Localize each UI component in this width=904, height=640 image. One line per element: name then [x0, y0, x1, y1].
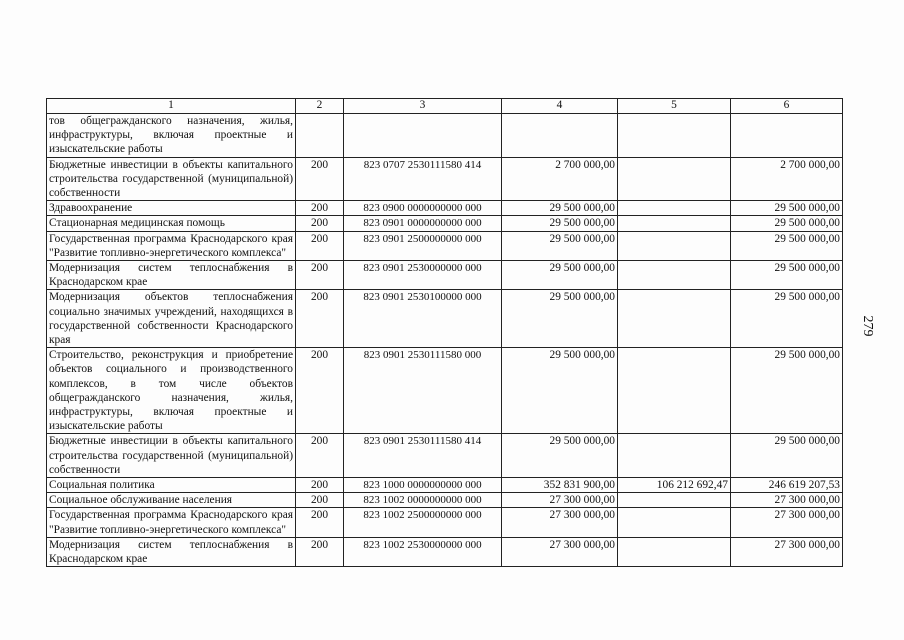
row-kbk-cell: 823 1000 0000000000 000 [344, 478, 502, 493]
row-result-value-cell: 27 300 000,00 [731, 508, 843, 537]
table-row [47, 261, 843, 290]
table-row [47, 348, 843, 434]
row-result-value-cell: 2 700 000,00 [731, 157, 843, 201]
row-plan-value-cell: 29 500 000,00 [502, 216, 618, 231]
row-name-cell: Бюджетные инвестиции в объекты капитального строительства государственной (муниципальной) собственности [47, 434, 296, 478]
row-kbk-cell: 823 0901 2530100000 000 [344, 290, 502, 348]
row-name-cell: Социальное обслуживание населения [47, 493, 296, 508]
row-kbk-cell [344, 114, 502, 158]
table-body [47, 114, 843, 567]
header-col-1: 1 [47, 99, 296, 114]
row-kbk-cell: 823 0901 2500000000 000 [344, 231, 502, 260]
row-result-value-cell: 29 500 000,00 [731, 201, 843, 216]
header-col-5: 5 [618, 99, 731, 114]
row-plan-value-cell: 27 300 000,00 [502, 493, 618, 508]
table-row [47, 537, 843, 566]
row-result-value-cell: 29 500 000,00 [731, 434, 843, 478]
table-row [47, 434, 843, 478]
row-change-value-cell [618, 434, 731, 478]
header-col-4: 4 [502, 99, 618, 114]
row-code-cell: 200 [296, 231, 344, 260]
header-col-2: 2 [296, 99, 344, 114]
row-change-value-cell [618, 290, 731, 348]
row-code-cell: 200 [296, 290, 344, 348]
budget-table [46, 98, 843, 567]
header-col-6: 6 [731, 99, 843, 114]
table-header-row [47, 99, 843, 114]
row-kbk-cell: 823 0901 2530111580 414 [344, 434, 502, 478]
row-change-value-cell [618, 261, 731, 290]
row-code-cell [296, 114, 344, 158]
row-plan-value-cell: 27 300 000,00 [502, 508, 618, 537]
row-result-value-cell: 27 300 000,00 [731, 493, 843, 508]
row-name-cell: Здравоохранение [47, 201, 296, 216]
row-change-value-cell [618, 231, 731, 260]
row-plan-value-cell: 352 831 900,00 [502, 478, 618, 493]
row-code-cell: 200 [296, 508, 344, 537]
row-code-cell: 200 [296, 493, 344, 508]
row-result-value-cell [731, 114, 843, 158]
row-result-value-cell: 246 619 207,53 [731, 478, 843, 493]
table-row [47, 201, 843, 216]
row-plan-value-cell: 29 500 000,00 [502, 231, 618, 260]
row-change-value-cell [618, 493, 731, 508]
table-row [47, 231, 843, 260]
header-col-3: 3 [344, 99, 502, 114]
row-name-cell: Модернизация систем теплоснабжения в Краснодарском крае [47, 261, 296, 290]
page-number: 279 [860, 315, 875, 337]
row-plan-value-cell: 29 500 000,00 [502, 348, 618, 434]
row-plan-value-cell: 29 500 000,00 [502, 261, 618, 290]
row-kbk-cell: 823 1002 0000000000 000 [344, 493, 502, 508]
row-code-cell: 200 [296, 157, 344, 201]
row-change-value-cell [618, 114, 731, 158]
row-kbk-cell: 823 0900 0000000000 000 [344, 201, 502, 216]
table-row [47, 508, 843, 537]
row-code-cell: 200 [296, 201, 344, 216]
row-change-value-cell [618, 216, 731, 231]
row-plan-value-cell: 29 500 000,00 [502, 290, 618, 348]
row-plan-value-cell: 29 500 000,00 [502, 434, 618, 478]
row-code-cell: 200 [296, 434, 344, 478]
row-change-value-cell: 106 212 692,47 [618, 478, 731, 493]
row-result-value-cell: 29 500 000,00 [731, 231, 843, 260]
row-kbk-cell: 823 0901 2530111580 000 [344, 348, 502, 434]
table-row [47, 157, 843, 201]
table-row [47, 493, 843, 508]
row-plan-value-cell: 27 300 000,00 [502, 537, 618, 566]
row-name-cell: Бюджетные инвестиции в объекты капитального строительства государственной (муниципальной) собственности [47, 157, 296, 201]
row-change-value-cell [618, 201, 731, 216]
row-change-value-cell [618, 508, 731, 537]
row-change-value-cell [618, 157, 731, 201]
row-code-cell: 200 [296, 537, 344, 566]
row-result-value-cell: 29 500 000,00 [731, 216, 843, 231]
row-plan-value-cell: 29 500 000,00 [502, 201, 618, 216]
row-kbk-cell: 823 0901 2530000000 000 [344, 261, 502, 290]
row-name-cell: тов общегражданского назначения, жилья, инфраструктуры, включая проектные и изыскательские работы [47, 114, 296, 158]
row-code-cell: 200 [296, 348, 344, 434]
row-name-cell: Модернизация объектов теплоснабжения социально значимых учреждений, находящихся в государственной собственности Краснодарского края [47, 290, 296, 348]
row-result-value-cell: 29 500 000,00 [731, 290, 843, 348]
row-kbk-cell: 823 0707 2530111580 414 [344, 157, 502, 201]
row-kbk-cell: 823 0901 0000000000 000 [344, 216, 502, 231]
row-plan-value-cell [502, 114, 618, 158]
row-kbk-cell: 823 1002 2530000000 000 [344, 537, 502, 566]
table-row [47, 216, 843, 231]
row-code-cell: 200 [296, 261, 344, 290]
table-row [47, 478, 843, 493]
row-change-value-cell [618, 537, 731, 566]
row-change-value-cell [618, 348, 731, 434]
row-name-cell: Модернизация систем теплоснабжения в Краснодарском крае [47, 537, 296, 566]
row-result-value-cell: 29 500 000,00 [731, 261, 843, 290]
row-kbk-cell: 823 1002 2500000000 000 [344, 508, 502, 537]
table-row [47, 114, 843, 158]
row-name-cell: Строительство, реконструкция и приобретение объектов социального и производственного комплексов, в том числе объектов общегражданского назначения, жилья, инфраструктуры, включая проектные и изыскательские работы [47, 348, 296, 434]
row-result-value-cell: 27 300 000,00 [731, 537, 843, 566]
row-name-cell: Государственная программа Краснодарского края "Развитие топливно-энергетического комплекса" [47, 231, 296, 260]
row-name-cell: Государственная программа Краснодарского края "Развитие топливно-энергетического комплекса" [47, 508, 296, 537]
row-name-cell: Социальная политика [47, 478, 296, 493]
row-code-cell: 200 [296, 216, 344, 231]
table-row [47, 290, 843, 348]
row-name-cell: Стационарная медицинская помощь [47, 216, 296, 231]
row-result-value-cell: 29 500 000,00 [731, 348, 843, 434]
row-plan-value-cell: 2 700 000,00 [502, 157, 618, 201]
row-code-cell: 200 [296, 478, 344, 493]
